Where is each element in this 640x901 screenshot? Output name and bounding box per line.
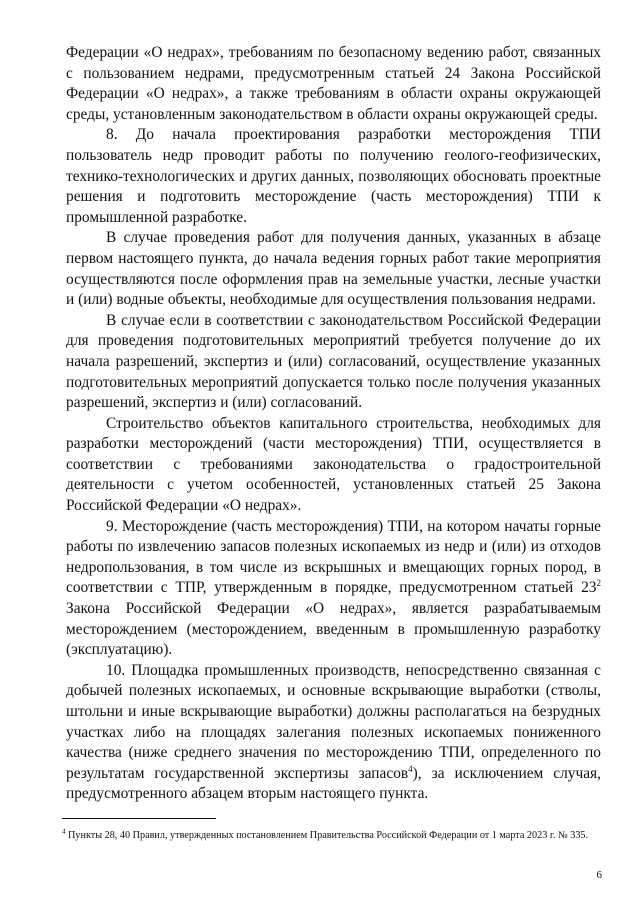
paragraph-9-text-before: 9. Месторождение (часть месторождения) ТПИ, на котором начаты горные работы по извлечению запасов полезных ископаемых из недр и (или) из отходов недропользования, в том числе из вскрышных и вмещающих горных пород, в соответствии с ТПР, утвержденным в порядке, предусмотренном статьей 23 [66,517,601,597]
paragraph-9 [66,517,601,661]
footnote-separator [62,818,216,819]
body-text [66,43,601,805]
paragraph-10-text-before: 10. Площадка промышленных производств, непосредственно связанная с добычей полезных ископаемых, и основные вскрывающие выработки (стволы, штольни и иные вскрывающие выработки) должны располагаться на безрудных участках либо на площадях залегания полезных ископаемых пониженного качества (ниже среднего значения по месторождению ТПИ, определенного по результатам государственной экспертизы запасов [66,661,601,782]
paragraph-continuation: Федерации «О недрах», требованиям по безопасному ведению работ, связанных с пользованием недрами, предусмотренным статьей 24 Закона Российской Федерации «О недрах», а также требованиям в области охраны окружающей среды, установленным законодательством в области охраны окружающей среды. [66,44,601,123]
page-number: 6 [596,869,602,881]
superscript-marker: 2 [596,578,601,589]
paragraph-9-text-after: Закона Российской Федерации «О недрах», является разрабатываемым месторождением (месторождением, введенным в промышленную разработку (эксплуатацию). [66,600,601,659]
footnote-text: Пункты 28, 40 Правил, утвержденных постановлением Правительства Российской Федерации от 1 марта 2023 г. № 335. [65,830,589,841]
paragraph-8-1: 8. До начала проектирования разработки месторождения ТПИ пользователь недр проводит работы по получению геолого-геофизических, технико-технологических и других данных, позволяющих обосновать проектные решения и подготовить месторождение (часть месторождения) ТПИ к промышленной разработке. [66,126,601,226]
paragraph-8-2: В случае проведения работ для получения данных, указанных в абзаце первом настоящего пункта, до начала ведения горных работ такие мероприятия осуществляются после оформления прав на земельные участки, лесные участки и (или) водные объекты, необходимые для осуществления пользования недрами. [66,229,601,309]
footnote-reference-marker: 4 [408,763,413,774]
paragraph-10-text-after: ), за исключением случая, предусмотренного абзацем вторым настоящего пункта. [66,764,601,803]
paragraph-10 [66,661,601,805]
paragraph-8-4: Строительство объектов капитального строительства, необходимых для разработки месторождений (части месторождения) ТПИ, осуществляется в соответствии с требованиями законодательства о градостроительной деятельности с учетом особенностей, установленных статьей 25 Закона Российской Федерации «О недрах». [66,414,601,515]
footnote-marker: 4 [62,827,66,836]
footnote [62,829,602,843]
paragraph-8-3: В случае если в соответствии с законодательством Российской Федерации для проведения подготовительных мероприятий требуется получение до их начала разрешений, экспертиз и (или) согласований, осуществление указанных подготовительных мероприятий допускается только после получения указанных разрешений, экспертиз и (или) согласований. [66,311,601,412]
